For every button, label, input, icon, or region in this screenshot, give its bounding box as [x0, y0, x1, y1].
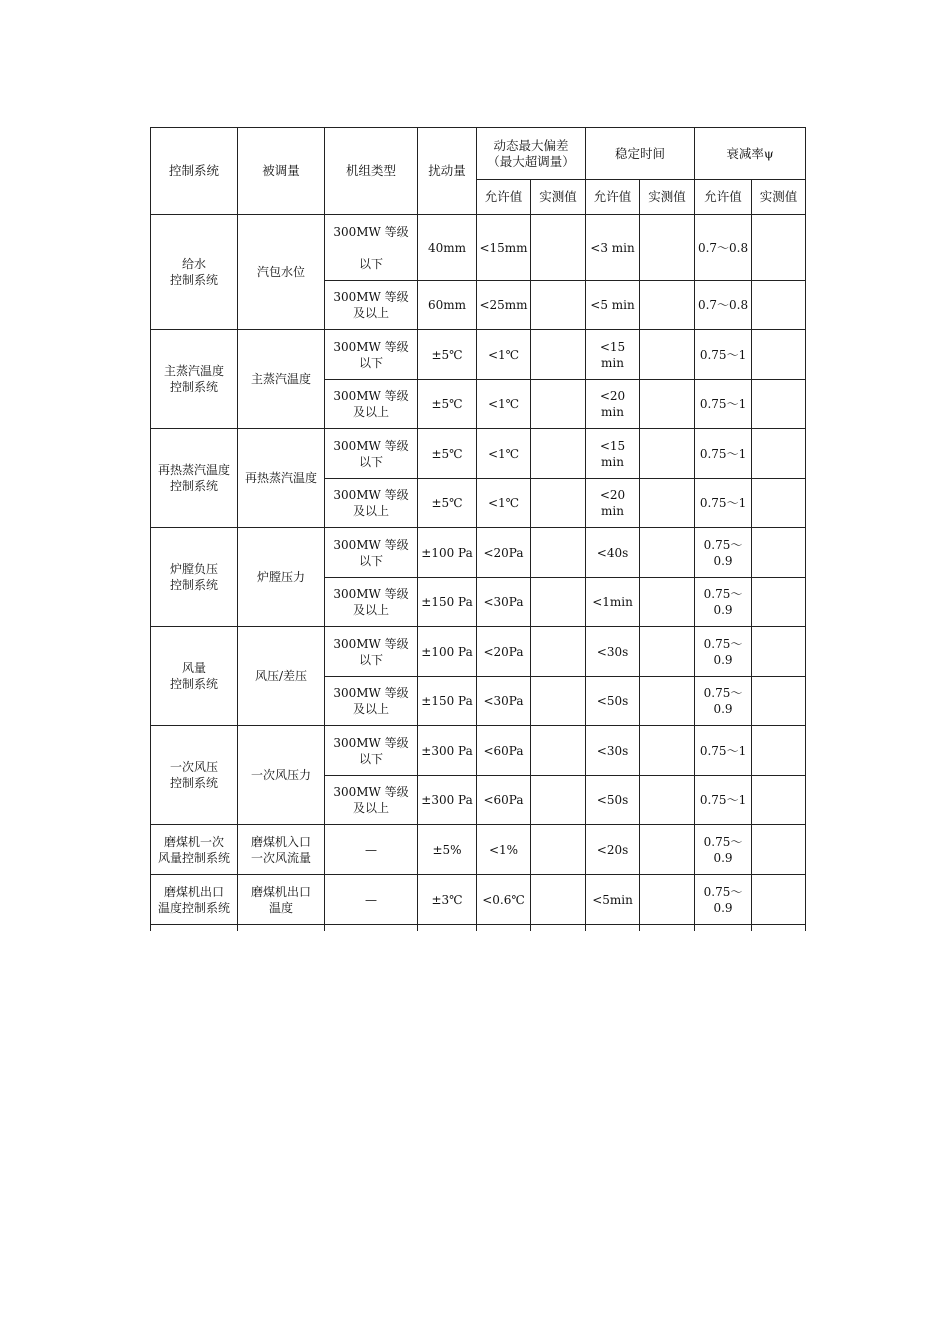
controlled-variable-cell: 再热蒸汽温度 — [238, 429, 325, 528]
header-time-allowed: 允许值 — [586, 180, 640, 215]
deviation-measured-cell — [531, 528, 586, 578]
deviation-measured-cell — [531, 825, 586, 875]
empty-cell — [325, 925, 418, 931]
time-allowed-cell: <15 min — [586, 330, 640, 380]
time-measured-cell — [640, 380, 695, 429]
time-measured-cell — [640, 776, 695, 825]
header-settling-time: 稳定时间 — [586, 128, 695, 180]
deviation-allowed-cell: <20Pa — [477, 528, 531, 578]
decay-allowed-cell: 0.75～1 — [695, 380, 752, 429]
unit-type-cell: — — [325, 875, 418, 925]
header-time-measured: 实测值 — [640, 180, 695, 215]
disturbance-cell: ±150 Pa — [418, 578, 477, 627]
header-max-deviation: 动态最大偏差 （最大超调量） — [477, 128, 586, 180]
disturbance-cell: 40mm — [418, 215, 477, 281]
decay-allowed-cell: 0.7～0.8 — [695, 281, 752, 330]
deviation-allowed-cell: <30Pa — [477, 578, 531, 627]
disturbance-cell: ±100 Pa — [418, 528, 477, 578]
header-deviation-allowed: 允许值 — [477, 180, 531, 215]
decay-allowed-cell: 0.75～0.9 — [695, 825, 752, 875]
time-allowed-cell: <40s — [586, 528, 640, 578]
empty-cell — [695, 925, 752, 931]
table-row — [151, 215, 806, 281]
control-system-cell: 风量 控制系统 — [151, 627, 238, 726]
time-allowed-cell: <20s — [586, 825, 640, 875]
empty-cell — [477, 925, 531, 931]
decay-allowed-cell: 0.75～0.9 — [695, 528, 752, 578]
decay-measured-cell — [752, 281, 806, 330]
deviation-allowed-cell: <1% — [477, 825, 531, 875]
deviation-measured-cell — [531, 875, 586, 925]
deviation-measured-cell — [531, 677, 586, 726]
decay-allowed-cell: 0.75～1 — [695, 479, 752, 528]
decay-allowed-cell: 0.7～0.8 — [695, 215, 752, 281]
controlled-variable-cell: 磨煤机入口 一次风流量 — [238, 825, 325, 875]
unit-type-cell: 300MW 等级 以下 — [325, 429, 418, 479]
disturbance-cell: ±100 Pa — [418, 627, 477, 677]
time-measured-cell — [640, 875, 695, 925]
deviation-measured-cell — [531, 776, 586, 825]
disturbance-cell: ±5℃ — [418, 380, 477, 429]
control-system-cell: 磨煤机出口 温度控制系统 — [151, 875, 238, 925]
time-measured-cell — [640, 578, 695, 627]
table-row — [151, 528, 806, 578]
control-system-cell: 磨煤机一次 风量控制系统 — [151, 825, 238, 875]
time-allowed-cell: <20 min — [586, 479, 640, 528]
decay-allowed-cell: 0.75～1 — [695, 776, 752, 825]
table-row — [151, 330, 806, 380]
disturbance-cell: ±3℃ — [418, 875, 477, 925]
time-measured-cell — [640, 479, 695, 528]
deviation-measured-cell — [531, 330, 586, 380]
table-row-cutoff — [151, 925, 806, 931]
time-measured-cell — [640, 215, 695, 281]
disturbance-cell: ±5℃ — [418, 479, 477, 528]
disturbance-cell: ±5℃ — [418, 429, 477, 479]
deviation-allowed-cell: <1℃ — [477, 330, 531, 380]
time-allowed-cell: <20 min — [586, 380, 640, 429]
table-row — [151, 875, 806, 925]
table-row — [151, 429, 806, 479]
deviation-allowed-cell: <60Pa — [477, 776, 531, 825]
deviation-allowed-cell: <25mm — [477, 281, 531, 330]
unit-type-cell: 300MW 等级 及以上 — [325, 479, 418, 528]
deviation-measured-cell — [531, 215, 586, 281]
decay-measured-cell — [752, 875, 806, 925]
unit-type-cell: 300MW 等级 及以上 — [325, 677, 418, 726]
table-body — [151, 215, 806, 931]
deviation-measured-cell — [531, 578, 586, 627]
empty-cell — [586, 925, 640, 931]
disturbance-cell: ±300 Pa — [418, 726, 477, 776]
time-allowed-cell: <30s — [586, 627, 640, 677]
time-measured-cell — [640, 677, 695, 726]
decay-measured-cell — [752, 578, 806, 627]
time-allowed-cell: <3 min — [586, 215, 640, 281]
unit-type-cell: 300MW 等级 以下 — [325, 215, 418, 281]
unit-type-cell: 300MW 等级 及以上 — [325, 776, 418, 825]
unit-type-cell: 300MW 等级 以下 — [325, 528, 418, 578]
decay-measured-cell — [752, 330, 806, 380]
controlled-variable-cell: 主蒸汽温度 — [238, 330, 325, 429]
decay-measured-cell — [752, 825, 806, 875]
performance-standards-table — [150, 127, 806, 931]
deviation-allowed-cell: <60Pa — [477, 726, 531, 776]
controlled-variable-cell: 磨煤机出口 温度 — [238, 875, 325, 925]
control-system-cell: 一次风压 控制系统 — [151, 726, 238, 825]
time-measured-cell — [640, 281, 695, 330]
decay-measured-cell — [752, 726, 806, 776]
time-allowed-cell: <5 min — [586, 281, 640, 330]
controlled-variable-cell: 炉膛压力 — [238, 528, 325, 627]
time-allowed-cell: <50s — [586, 677, 640, 726]
time-allowed-cell: <5min — [586, 875, 640, 925]
deviation-measured-cell — [531, 479, 586, 528]
control-system-cell: 给水 控制系统 — [151, 215, 238, 330]
time-allowed-cell: <15 min — [586, 429, 640, 479]
decay-measured-cell — [752, 776, 806, 825]
header-decay-rate: 衰减率ψ — [695, 128, 806, 180]
deviation-allowed-cell: <1℃ — [477, 479, 531, 528]
disturbance-cell: ±5℃ — [418, 330, 477, 380]
empty-cell — [418, 925, 477, 931]
header-decay-measured: 实测值 — [752, 180, 806, 215]
deviation-measured-cell — [531, 627, 586, 677]
decay-allowed-cell: 0.75～0.9 — [695, 875, 752, 925]
time-allowed-cell: <1min — [586, 578, 640, 627]
decay-measured-cell — [752, 627, 806, 677]
controlled-variable-cell: 风压/差压 — [238, 627, 325, 726]
unit-type-cell: 300MW 等级 及以上 — [325, 281, 418, 330]
empty-cell — [640, 925, 695, 931]
unit-type-cell: 300MW 等级 以下 — [325, 627, 418, 677]
decay-allowed-cell: 0.75～0.9 — [695, 578, 752, 627]
header-decay-allowed: 允许值 — [695, 180, 752, 215]
empty-cell — [151, 925, 238, 931]
deviation-measured-cell — [531, 380, 586, 429]
header-control-system: 控制系统 — [151, 128, 238, 215]
unit-type-cell: 300MW 等级 以下 — [325, 330, 418, 380]
empty-cell — [531, 925, 586, 931]
time-measured-cell — [640, 330, 695, 380]
header-controlled-variable: 被调量 — [238, 128, 325, 215]
time-measured-cell — [640, 726, 695, 776]
deviation-measured-cell — [531, 281, 586, 330]
decay-measured-cell — [752, 380, 806, 429]
deviation-allowed-cell: <1℃ — [477, 380, 531, 429]
table-row — [151, 726, 806, 776]
decay-allowed-cell: 0.75～0.9 — [695, 627, 752, 677]
time-measured-cell — [640, 528, 695, 578]
controlled-variable-cell: 汽包水位 — [238, 215, 325, 330]
time-measured-cell — [640, 627, 695, 677]
deviation-allowed-cell: <0.6℃ — [477, 875, 531, 925]
decay-measured-cell — [752, 215, 806, 281]
decay-allowed-cell: 0.75～1 — [695, 330, 752, 380]
control-system-cell: 炉膛负压 控制系统 — [151, 528, 238, 627]
empty-cell — [752, 925, 806, 931]
decay-measured-cell — [752, 429, 806, 479]
deviation-measured-cell — [531, 429, 586, 479]
time-measured-cell — [640, 429, 695, 479]
disturbance-cell: ±5% — [418, 825, 477, 875]
deviation-measured-cell — [531, 726, 586, 776]
deviation-allowed-cell: <15mm — [477, 215, 531, 281]
time-measured-cell — [640, 825, 695, 875]
unit-type-cell: 300MW 等级 及以上 — [325, 578, 418, 627]
table-row — [151, 627, 806, 677]
decay-allowed-cell: 0.75～1 — [695, 726, 752, 776]
table-row — [151, 825, 806, 875]
header-unit-type: 机组类型 — [325, 128, 418, 215]
deviation-allowed-cell: <30Pa — [477, 677, 531, 726]
unit-type-cell: 300MW 等级 以下 — [325, 726, 418, 776]
unit-type-cell: — — [325, 825, 418, 875]
time-allowed-cell: <50s — [586, 776, 640, 825]
decay-allowed-cell: 0.75～0.9 — [695, 677, 752, 726]
control-system-cell: 再热蒸汽温度 控制系统 — [151, 429, 238, 528]
disturbance-cell: ±300 Pa — [418, 776, 477, 825]
decay-measured-cell — [752, 528, 806, 578]
deviation-allowed-cell: <20Pa — [477, 627, 531, 677]
time-allowed-cell: <30s — [586, 726, 640, 776]
unit-type-cell: 300MW 等级 及以上 — [325, 380, 418, 429]
deviation-allowed-cell: <1℃ — [477, 429, 531, 479]
controlled-variable-cell: 一次风压力 — [238, 726, 325, 825]
decay-measured-cell — [752, 677, 806, 726]
empty-cell — [238, 925, 325, 931]
header-disturbance: 扰动量 — [418, 128, 477, 215]
decay-measured-cell — [752, 479, 806, 528]
disturbance-cell: 60mm — [418, 281, 477, 330]
header-deviation-measured: 实测值 — [531, 180, 586, 215]
control-system-cell: 主蒸汽温度 控制系统 — [151, 330, 238, 429]
header-row-1 — [151, 128, 806, 180]
disturbance-cell: ±150 Pa — [418, 677, 477, 726]
decay-allowed-cell: 0.75～1 — [695, 429, 752, 479]
